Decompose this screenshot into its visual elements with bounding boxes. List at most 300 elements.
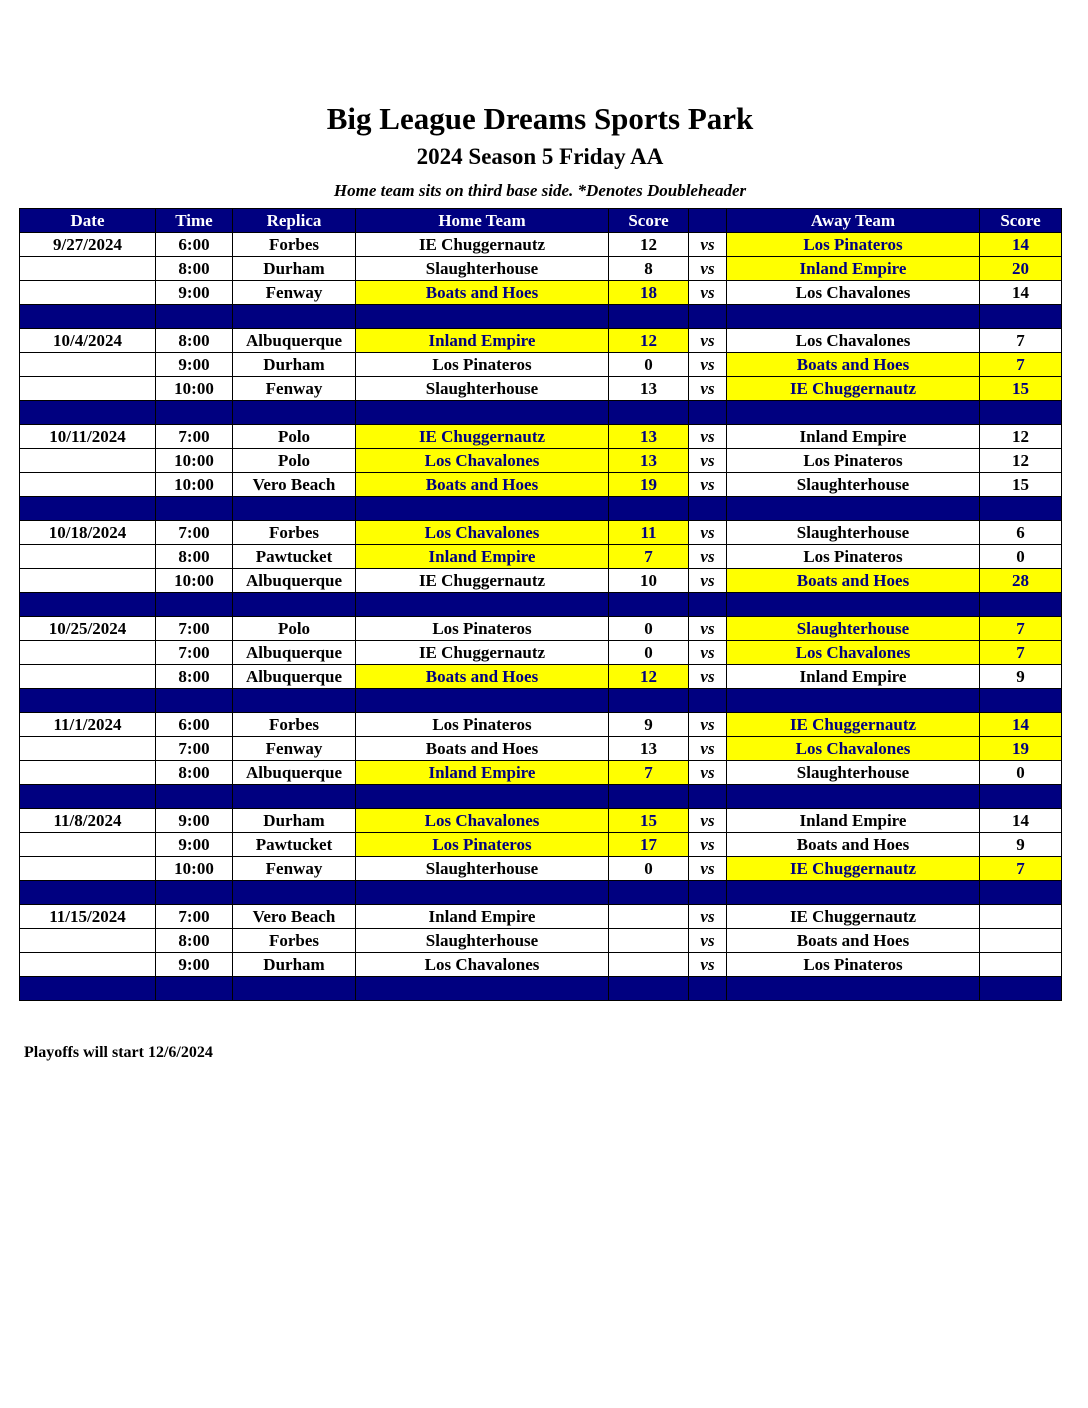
- away-team-cell: Los Pinateros: [727, 545, 980, 569]
- date-cell: [20, 929, 156, 953]
- replica-cell: Albuquerque: [233, 329, 356, 353]
- vs-cell: vs: [689, 353, 727, 377]
- separator-cell: [233, 689, 356, 713]
- away-team-cell: Slaughterhouse: [727, 473, 980, 497]
- game-row: [20, 833, 1062, 857]
- date-cell: 10/11/2024: [20, 425, 156, 449]
- separator-cell: [727, 593, 980, 617]
- date-cell: [20, 353, 156, 377]
- time-cell: 8:00: [156, 761, 233, 785]
- home-score-cell: 15: [609, 809, 689, 833]
- separator-cell: [980, 977, 1062, 1001]
- separator-cell: [356, 305, 609, 329]
- home-score-cell: 13: [609, 425, 689, 449]
- home-team-cell: Los Chavalones: [356, 449, 609, 473]
- separator-cell: [156, 785, 233, 809]
- away-score-cell: 15: [980, 377, 1062, 401]
- away-team-cell: Los Pinateros: [727, 449, 980, 473]
- home-team-cell: Boats and Hoes: [356, 737, 609, 761]
- home-team-cell: Los Pinateros: [356, 353, 609, 377]
- away-score-cell: 20: [980, 257, 1062, 281]
- header-row: [20, 209, 1062, 233]
- home-team-cell: Inland Empire: [356, 545, 609, 569]
- date-cell: [20, 857, 156, 881]
- week-separator-row: [20, 401, 1062, 425]
- away-score-cell: 14: [980, 281, 1062, 305]
- vs-cell: vs: [689, 929, 727, 953]
- date-cell: [20, 449, 156, 473]
- replica-cell: Pawtucket: [233, 545, 356, 569]
- game-row: [20, 521, 1062, 545]
- separator-cell: [20, 977, 156, 1001]
- vs-cell: vs: [689, 569, 727, 593]
- separator-cell: [233, 401, 356, 425]
- week-separator-row: [20, 785, 1062, 809]
- separator-cell: [980, 689, 1062, 713]
- replica-cell: Vero Beach: [233, 473, 356, 497]
- week-separator-row: [20, 689, 1062, 713]
- replica-cell: Fenway: [233, 857, 356, 881]
- separator-cell: [156, 593, 233, 617]
- replica-cell: Polo: [233, 425, 356, 449]
- vs-cell: vs: [689, 809, 727, 833]
- header-away-score: Score: [980, 209, 1062, 233]
- time-cell: 7:00: [156, 425, 233, 449]
- away-team-cell: Inland Empire: [727, 665, 980, 689]
- home-score-cell: 7: [609, 545, 689, 569]
- date-cell: [20, 953, 156, 977]
- time-cell: 10:00: [156, 377, 233, 401]
- game-row: [20, 281, 1062, 305]
- game-row: [20, 857, 1062, 881]
- vs-cell: vs: [689, 449, 727, 473]
- away-team-cell: IE Chuggernautz: [727, 377, 980, 401]
- date-cell: [20, 281, 156, 305]
- separator-cell: [609, 305, 689, 329]
- separator-cell: [609, 497, 689, 521]
- away-score-cell: 7: [980, 641, 1062, 665]
- away-score-cell: 7: [980, 353, 1062, 377]
- game-row: [20, 449, 1062, 473]
- separator-cell: [609, 689, 689, 713]
- away-team-cell: IE Chuggernautz: [727, 857, 980, 881]
- time-cell: 9:00: [156, 833, 233, 857]
- game-row: [20, 377, 1062, 401]
- separator-cell: [233, 593, 356, 617]
- home-score-cell: 12: [609, 665, 689, 689]
- game-row: [20, 761, 1062, 785]
- home-score-cell: [609, 953, 689, 977]
- home-score-cell: [609, 905, 689, 929]
- date-cell: [20, 569, 156, 593]
- time-cell: 7:00: [156, 521, 233, 545]
- separator-cell: [233, 785, 356, 809]
- page-title: Big League Dreams Sports Park: [326, 101, 754, 136]
- away-team-cell: Boats and Hoes: [727, 353, 980, 377]
- away-score-cell: 14: [980, 233, 1062, 257]
- replica-cell: Albuquerque: [233, 665, 356, 689]
- game-row: [20, 473, 1062, 497]
- home-team-cell: IE Chuggernautz: [356, 233, 609, 257]
- separator-cell: [356, 977, 609, 1001]
- game-row: [20, 737, 1062, 761]
- date-cell: [20, 641, 156, 665]
- separator-cell: [689, 689, 727, 713]
- away-team-cell: Slaughterhouse: [727, 761, 980, 785]
- game-row: [20, 929, 1062, 953]
- separator-cell: [356, 785, 609, 809]
- separator-cell: [727, 881, 980, 905]
- time-cell: 9:00: [156, 353, 233, 377]
- home-score-cell: 0: [609, 641, 689, 665]
- game-row: [20, 233, 1062, 257]
- home-score-cell: 13: [609, 377, 689, 401]
- home-team-cell: IE Chuggernautz: [356, 569, 609, 593]
- separator-cell: [609, 593, 689, 617]
- away-score-cell: [980, 929, 1062, 953]
- time-cell: 8:00: [156, 929, 233, 953]
- home-team-cell: IE Chuggernautz: [356, 425, 609, 449]
- time-cell: 7:00: [156, 641, 233, 665]
- away-score-cell: 7: [980, 617, 1062, 641]
- away-team-cell: Los Chavalones: [727, 281, 980, 305]
- home-score-cell: [609, 929, 689, 953]
- game-row: [20, 953, 1062, 977]
- separator-cell: [233, 305, 356, 329]
- away-score-cell: 15: [980, 473, 1062, 497]
- time-cell: 7:00: [156, 737, 233, 761]
- page-subtitle: 2024 Season 5 Friday AA: [416, 144, 664, 169]
- separator-cell: [20, 305, 156, 329]
- separator-cell: [689, 305, 727, 329]
- away-team-cell: Los Chavalones: [727, 737, 980, 761]
- header-replica: Replica: [233, 209, 356, 233]
- replica-cell: Polo: [233, 617, 356, 641]
- away-team-cell: Inland Empire: [727, 257, 980, 281]
- time-cell: 9:00: [156, 809, 233, 833]
- away-team-cell: Boats and Hoes: [727, 569, 980, 593]
- separator-cell: [727, 401, 980, 425]
- vs-cell: vs: [689, 377, 727, 401]
- replica-cell: Durham: [233, 809, 356, 833]
- home-team-cell: Los Chavalones: [356, 953, 609, 977]
- replica-cell: Albuquerque: [233, 569, 356, 593]
- header-date: Date: [20, 209, 156, 233]
- home-score-cell: 18: [609, 281, 689, 305]
- separator-cell: [156, 497, 233, 521]
- vs-cell: vs: [689, 233, 727, 257]
- game-row: [20, 809, 1062, 833]
- home-team-cell: Slaughterhouse: [356, 857, 609, 881]
- vs-cell: vs: [689, 905, 727, 929]
- time-cell: 9:00: [156, 953, 233, 977]
- home-score-cell: 10: [609, 569, 689, 593]
- separator-cell: [689, 881, 727, 905]
- vs-cell: vs: [689, 641, 727, 665]
- separator-cell: [356, 593, 609, 617]
- game-row: [20, 665, 1062, 689]
- home-score-cell: 19: [609, 473, 689, 497]
- vs-cell: vs: [689, 521, 727, 545]
- separator-cell: [980, 497, 1062, 521]
- home-score-cell: 9: [609, 713, 689, 737]
- separator-cell: [233, 497, 356, 521]
- date-cell: 10/18/2024: [20, 521, 156, 545]
- replica-cell: Vero Beach: [233, 905, 356, 929]
- home-team-cell: Los Chavalones: [356, 521, 609, 545]
- separator-cell: [689, 593, 727, 617]
- vs-cell: vs: [689, 473, 727, 497]
- separator-cell: [609, 401, 689, 425]
- home-score-cell: 13: [609, 737, 689, 761]
- date-cell: [20, 545, 156, 569]
- home-team-cell: Inland Empire: [356, 761, 609, 785]
- replica-cell: Forbes: [233, 233, 356, 257]
- schedule-body: [20, 233, 1062, 1001]
- home-team-cell: Boats and Hoes: [356, 281, 609, 305]
- replica-cell: Fenway: [233, 377, 356, 401]
- separator-cell: [20, 593, 156, 617]
- vs-cell: vs: [689, 953, 727, 977]
- date-cell: 11/1/2024: [20, 713, 156, 737]
- away-team-cell: Inland Empire: [727, 809, 980, 833]
- game-row: [20, 353, 1062, 377]
- away-team-cell: Slaughterhouse: [727, 521, 980, 545]
- home-score-cell: 0: [609, 617, 689, 641]
- home-team-cell: Los Pinateros: [356, 617, 609, 641]
- separator-cell: [689, 401, 727, 425]
- time-cell: 7:00: [156, 905, 233, 929]
- home-score-cell: 11: [609, 521, 689, 545]
- week-separator-row: [20, 305, 1062, 329]
- home-score-cell: 0: [609, 353, 689, 377]
- game-row: [20, 569, 1062, 593]
- week-separator-row: [20, 977, 1062, 1001]
- home-team-cell: Slaughterhouse: [356, 257, 609, 281]
- separator-cell: [233, 977, 356, 1001]
- away-score-cell: 28: [980, 569, 1062, 593]
- away-team-cell: IE Chuggernautz: [727, 713, 980, 737]
- time-cell: 8:00: [156, 329, 233, 353]
- separator-cell: [689, 977, 727, 1001]
- date-cell: [20, 257, 156, 281]
- home-score-cell: 0: [609, 857, 689, 881]
- vs-cell: vs: [689, 545, 727, 569]
- away-score-cell: [980, 953, 1062, 977]
- vs-cell: vs: [689, 425, 727, 449]
- separator-cell: [156, 689, 233, 713]
- separator-cell: [20, 497, 156, 521]
- playoffs-note: Playoffs will start 12/6/2024: [24, 1044, 213, 1061]
- header-away-team: Away Team: [727, 209, 980, 233]
- away-team-cell: Boats and Hoes: [727, 929, 980, 953]
- separator-cell: [20, 689, 156, 713]
- separator-cell: [156, 401, 233, 425]
- home-score-cell: 13: [609, 449, 689, 473]
- separator-cell: [689, 785, 727, 809]
- separator-cell: [20, 785, 156, 809]
- date-cell: 10/4/2024: [20, 329, 156, 353]
- home-team-cell: Los Pinateros: [356, 713, 609, 737]
- separator-cell: [609, 977, 689, 1001]
- separator-cell: [980, 593, 1062, 617]
- away-score-cell: 7: [980, 857, 1062, 881]
- date-cell: [20, 665, 156, 689]
- date-cell: [20, 761, 156, 785]
- home-team-cell: Slaughterhouse: [356, 929, 609, 953]
- separator-cell: [20, 401, 156, 425]
- vs-cell: vs: [689, 665, 727, 689]
- separator-cell: [727, 689, 980, 713]
- away-score-cell: 0: [980, 761, 1062, 785]
- date-cell: 9/27/2024: [20, 233, 156, 257]
- away-team-cell: Los Pinateros: [727, 233, 980, 257]
- separator-cell: [356, 881, 609, 905]
- week-separator-row: [20, 881, 1062, 905]
- home-team-cell: Inland Empire: [356, 329, 609, 353]
- vs-cell: vs: [689, 833, 727, 857]
- time-cell: 7:00: [156, 617, 233, 641]
- away-score-cell: 9: [980, 665, 1062, 689]
- away-team-cell: Los Pinateros: [727, 953, 980, 977]
- vs-cell: vs: [689, 761, 727, 785]
- separator-cell: [356, 689, 609, 713]
- home-score-cell: 12: [609, 233, 689, 257]
- time-cell: 8:00: [156, 257, 233, 281]
- away-team-cell: Boats and Hoes: [727, 833, 980, 857]
- away-team-cell: Los Chavalones: [727, 329, 980, 353]
- replica-cell: Fenway: [233, 281, 356, 305]
- home-team-cell: Los Chavalones: [356, 809, 609, 833]
- game-row: [20, 713, 1062, 737]
- separator-cell: [727, 977, 980, 1001]
- game-row: [20, 617, 1062, 641]
- separator-cell: [609, 785, 689, 809]
- separator-cell: [233, 881, 356, 905]
- away-score-cell: 19: [980, 737, 1062, 761]
- away-team-cell: Slaughterhouse: [727, 617, 980, 641]
- replica-cell: Polo: [233, 449, 356, 473]
- home-team-cell: Boats and Hoes: [356, 473, 609, 497]
- time-cell: 8:00: [156, 545, 233, 569]
- separator-cell: [980, 401, 1062, 425]
- home-team-cell: Los Pinateros: [356, 833, 609, 857]
- replica-cell: Albuquerque: [233, 761, 356, 785]
- vs-cell: vs: [689, 617, 727, 641]
- home-score-cell: 8: [609, 257, 689, 281]
- separator-cell: [980, 785, 1062, 809]
- away-team-cell: Los Chavalones: [727, 641, 980, 665]
- home-team-cell: Boats and Hoes: [356, 665, 609, 689]
- time-cell: 10:00: [156, 449, 233, 473]
- home-team-cell: Slaughterhouse: [356, 377, 609, 401]
- time-cell: 10:00: [156, 473, 233, 497]
- replica-cell: Forbes: [233, 929, 356, 953]
- separator-cell: [980, 305, 1062, 329]
- game-row: [20, 329, 1062, 353]
- time-cell: 6:00: [156, 233, 233, 257]
- game-row: [20, 905, 1062, 929]
- date-cell: [20, 833, 156, 857]
- separator-cell: [156, 881, 233, 905]
- separator-cell: [727, 305, 980, 329]
- header-home-score: Score: [609, 209, 689, 233]
- separator-cell: [980, 881, 1062, 905]
- header-home-team: Home Team: [356, 209, 609, 233]
- date-cell: 10/25/2024: [20, 617, 156, 641]
- replica-cell: Durham: [233, 353, 356, 377]
- game-row: [20, 545, 1062, 569]
- home-score-cell: 12: [609, 329, 689, 353]
- replica-cell: Durham: [233, 257, 356, 281]
- separator-cell: [609, 881, 689, 905]
- away-team-cell: IE Chuggernautz: [727, 905, 980, 929]
- away-score-cell: 0: [980, 545, 1062, 569]
- away-score-cell: 7: [980, 329, 1062, 353]
- time-cell: 6:00: [156, 713, 233, 737]
- separator-cell: [156, 305, 233, 329]
- date-cell: 11/8/2024: [20, 809, 156, 833]
- away-score-cell: 6: [980, 521, 1062, 545]
- separator-cell: [727, 785, 980, 809]
- vs-cell: vs: [689, 737, 727, 761]
- time-cell: 10:00: [156, 569, 233, 593]
- vs-cell: vs: [689, 329, 727, 353]
- replica-cell: Albuquerque: [233, 641, 356, 665]
- away-score-cell: 12: [980, 449, 1062, 473]
- time-cell: 10:00: [156, 857, 233, 881]
- vs-cell: vs: [689, 281, 727, 305]
- replica-cell: Forbes: [233, 713, 356, 737]
- away-score-cell: 14: [980, 809, 1062, 833]
- date-cell: [20, 473, 156, 497]
- separator-cell: [20, 881, 156, 905]
- separator-cell: [727, 497, 980, 521]
- schedule-table: [19, 208, 1062, 1001]
- game-row: [20, 641, 1062, 665]
- home-score-cell: 7: [609, 761, 689, 785]
- week-separator-row: [20, 593, 1062, 617]
- away-team-cell: Inland Empire: [727, 425, 980, 449]
- game-row: [20, 257, 1062, 281]
- replica-cell: Forbes: [233, 521, 356, 545]
- away-score-cell: [980, 905, 1062, 929]
- header-time: Time: [156, 209, 233, 233]
- home-team-cell: IE Chuggernautz: [356, 641, 609, 665]
- separator-cell: [689, 497, 727, 521]
- week-separator-row: [20, 497, 1062, 521]
- away-score-cell: 12: [980, 425, 1062, 449]
- separator-cell: [356, 401, 609, 425]
- home-team-cell: Inland Empire: [356, 905, 609, 929]
- doubleheader-note: Home team sits on third base side. *Denotes Doubleheader: [333, 181, 747, 200]
- separator-cell: [156, 977, 233, 1001]
- away-score-cell: 14: [980, 713, 1062, 737]
- separator-cell: [356, 497, 609, 521]
- date-cell: [20, 377, 156, 401]
- vs-cell: vs: [689, 257, 727, 281]
- replica-cell: Fenway: [233, 737, 356, 761]
- game-row: [20, 425, 1062, 449]
- vs-cell: vs: [689, 713, 727, 737]
- away-score-cell: 9: [980, 833, 1062, 857]
- header-vs: [689, 209, 727, 233]
- date-cell: 11/15/2024: [20, 905, 156, 929]
- vs-cell: vs: [689, 857, 727, 881]
- date-cell: [20, 737, 156, 761]
- replica-cell: Durham: [233, 953, 356, 977]
- time-cell: 8:00: [156, 665, 233, 689]
